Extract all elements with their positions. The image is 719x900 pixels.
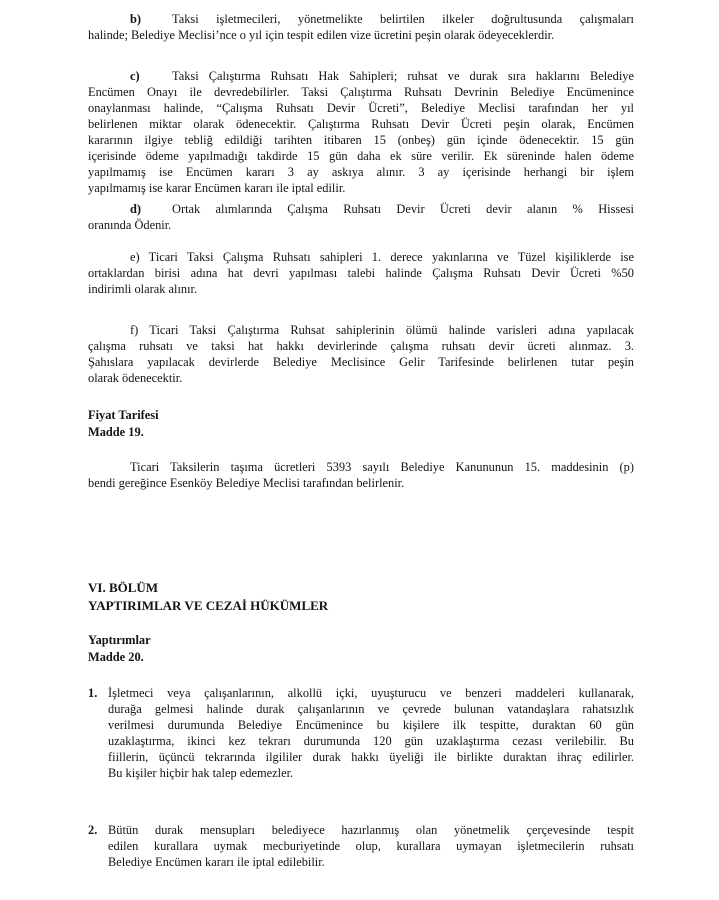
clause-f-line-1: f) Ticari Taksi Çalıştırma Ruhsat sahiplerinin ölümü halinde varisleri adına yapılacak [130,323,634,337]
item-1-line-4: uzaklaştırma, ikinci kez tekrarı durumunda 120 gün uzaklaştırma cezası verilebilir. Bu [108,734,634,748]
item-1-line-2: durağa gelmesi halinde durak çalışanlarının ve çevrede bulunan vatandaşlara rahatsızlık [108,702,634,716]
item-2-line-1: Bütün durak mensupları belediyece hazırlanmış olan yönetmelik çerçevesinde tespit [108,823,634,837]
section-number: VI. BÖLÜM [88,580,159,595]
item-1-line-6: Bu kişiler hiçbir hak talep edemezler. [108,766,294,780]
item-1-line-1: İşletmeci veya çalışanlarının, alkollü içki, uyuşturucu ve benzeri maddeleri kullanarak, [108,686,634,700]
item-1-line-5: fiillerin, üçüncü tekrarında ilgililer durak hakkı üyeliği ile birlikte duraktan ihraç edilirler. [108,750,634,764]
clause-f-line-3: Şahıslara yapılacak devirlerde Belediye Meclisince Gelir Tarifesinde belirlenen tutar peşin [88,355,634,369]
madde-19-line-1: Ticari Taksilerin taşıma ücretleri 5393 sayılı Belediye Kanununun 15. maddesinin (p) [130,460,634,474]
item-2-number: 2. [88,823,98,837]
item-2-body [108,822,634,870]
clause-d [88,201,634,233]
clause-e [88,249,634,297]
clause-e-line-2: ortaklardan birisi adına hat devri yapılması talebi halinde Çalışma Ruhsatı Devir Ücreti %50 [88,266,634,280]
clause-c-line-1: c) Taksi Çalıştırma Ruhsatı Hak Sahipleri; ruhsat ve durak sıra haklarını Belediye [130,69,634,83]
clause-d-line-1: d) Ortak alımlarında Çalışma Ruhsatı Devir Ücreti devir alanın % Hissesi [130,202,634,216]
clause-c-line-6: içerisinde ödeme yapılmadığı takdirde 15 gün daha ek süre verilir. Ek süreninde halen ödeme [88,149,634,163]
section-title: YAPTIRIMLAR VE CEZAİ HÜKÜMLER [88,598,329,613]
clause-b-marker: b) [130,12,142,26]
item-2-line-2: edilen kurallara uymak mecburiyetinde olup, kurallara uymayan işletmecilerin ruhsatı [108,839,634,853]
clause-c-line-8: yapılmamış ise karar Encümen kararı ile iptal edilir. [88,181,346,195]
madde-19-line-2: bendi gereğince Esenköy Belediye Meclisi tarafından belirlenir. [88,476,405,490]
clause-b-line-1: b) Taksi işletmecileri, yönetmelikte belirtilen ilkeler doğrultusunda çalışmaları [130,12,634,26]
clause-f [88,322,634,386]
clause-c-line-7: yapılmamış ise Encümen kararı 3 ay askıya alınır. 3 ay içerisinde herhangi bir işlem [88,165,634,179]
clause-c-line-3: onaylanması halinde, “Çalışma Ruhsatı Devir Ücreti”, Belediye Meclisi tarafından her yıl [88,101,634,115]
madde-19-body [88,459,634,491]
item-1-body [108,685,634,781]
clause-c-line-5: kararının ilgiye tebliğ edildiği tarihten itibaren 15 (onbeş) gün içinde ödenecektir. 15 gün [88,133,634,147]
item-1-number: 1. [88,686,98,700]
clause-c-line-4: belirlenen miktar olarak ödenecektir. Çalıştırma Ruhsatı Devir Ücreti peşin olarak, Encümen [88,117,634,131]
clause-d-line-2: oranında Ödenir. [88,218,172,232]
item-1-line-3: verilmesi durumunda Belediye Encümenince bu kişilere ilk tespitte, duraktan 60 gün [108,718,634,732]
yaptirimlar-heading: Yaptırımlar [88,633,151,647]
clause-b [88,11,634,43]
madde-20-heading: Madde 20. [88,650,144,664]
clause-c [88,68,634,196]
clause-b-line-2: halinde; Belediye Meclisi’nce o yıl için tespit edilen vize ücretini peşin olarak ödeyeceklerdir. [88,28,555,42]
clause-c-line-2: Encümen Onayı ile devredebilirler. Taksi Çalıştırma Ruhsatı Devrinin Belediye Encümenince [88,85,634,99]
clause-d-marker: d) [130,202,142,216]
clause-e-line-1: e) Ticari Taksi Çalışma Ruhsatı sahipleri 1. derece yakınlarına ve Tüzel kişiliklerde ise [130,250,634,264]
madde-19-heading: Madde 19. [88,425,144,439]
clause-f-line-2: çalışma ruhsatı ve taksi hat hakkı devirlerinde çalışma ruhsatı devir ücreti alınmaz. 3. [88,339,634,353]
fiyat-tarifesi-heading: Fiyat Tarifesi [88,408,159,422]
item-2-line-3: Belediye Encümen kararı ile iptal edilebilir. [108,855,325,869]
clause-e-line-3: indirimli olarak alınır. [88,282,198,296]
clause-c-marker: c) [130,69,140,83]
clause-f-line-4: olarak ödenecektir. [88,371,183,385]
